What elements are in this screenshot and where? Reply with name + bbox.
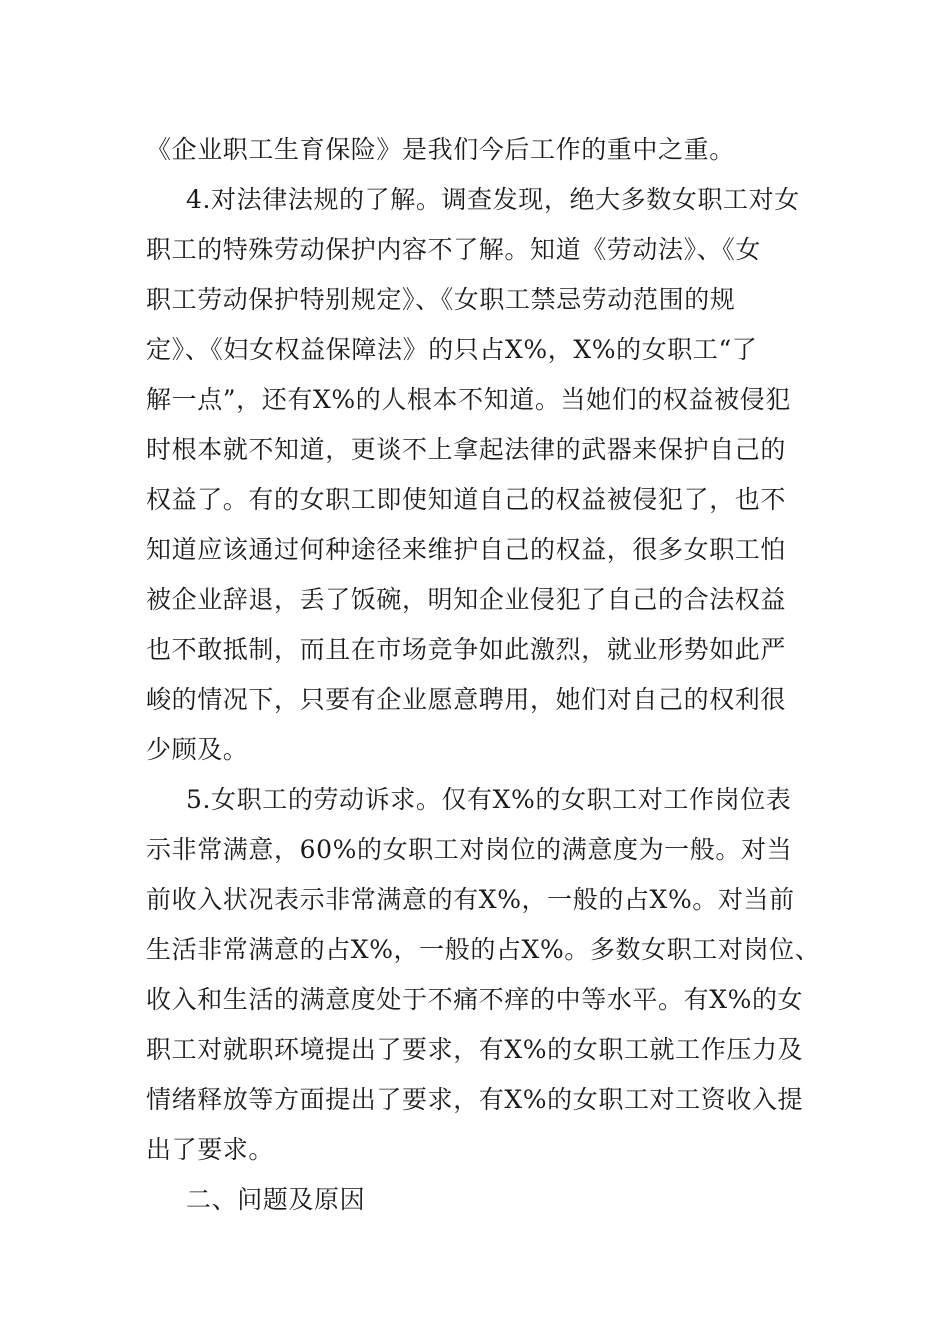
text-line: 收入和生活的满意度处于不痛不痒的中等水平。有X%的女 <box>146 985 804 1014</box>
text-line: 也不敢抵制，而且在市场竞争如此激烈，就业形势如此严 <box>146 635 787 664</box>
text-line: 峻的情况下，只要有企业愿意聘用，她们对自己的权利很 <box>146 685 787 714</box>
text-line: 少顾及。 <box>146 735 249 764</box>
text-line: 定》、《妇女权益保障法》的只占X%，X%的女职工“了 <box>146 335 758 364</box>
text-line: 解一点”，还有X%的人根本不知道。当她们的权益被侵犯 <box>146 385 791 414</box>
text-line: 权益了。有的女职工即使知道自己的权益被侵犯了，也不 <box>146 485 787 514</box>
text-line: 职工劳动保护特别规定》、《女职工禁忌劳动范围的规 <box>146 285 736 314</box>
text-line: 前收入状况表示非常满意的有X%，一般的占X%。对当前 <box>146 885 795 914</box>
text-line: 《企业职工生育保险》是我们今后工作的重中之重。 <box>146 135 735 164</box>
text-line: 出了要求。 <box>146 1135 275 1164</box>
text-line: 职工的特殊劳动保护内容不了解。知道《劳动法》、《女 <box>146 235 762 264</box>
section-4-heading-line: 4.对法律法规的了解。调查发现，绝大多数女职工对女 <box>186 185 800 214</box>
text-line: 被企业辞退，丢了饭碗，明知企业侵犯了自己的合法权益 <box>146 585 787 614</box>
section-5-heading-line: 5.女职工的劳动诉求。仅有X%的女职工对工作岗位表 <box>186 785 792 814</box>
text-line: 知道应该通过何种途径来维护自己的权益，很多女职工怕 <box>146 535 787 564</box>
text-line: 职工对就职环境提出了要求，有X%的女职工就工作压力及 <box>146 1035 804 1064</box>
text-line: 生活非常满意的占X%，一般的占X%。多数女职工对岗位、 <box>146 935 821 964</box>
section-heading-problems: 二、问题及原因 <box>186 1185 366 1214</box>
text-line: 时根本就不知道，更谈不上拿起法律的武器来保护自己的 <box>146 435 787 464</box>
text-line: 情绪释放等方面提出了要求，有X%的女职工对工资收入提 <box>146 1085 804 1114</box>
text-line: 示非常满意，60%的女职工对岗位的满意度为一般。对当 <box>146 835 793 864</box>
